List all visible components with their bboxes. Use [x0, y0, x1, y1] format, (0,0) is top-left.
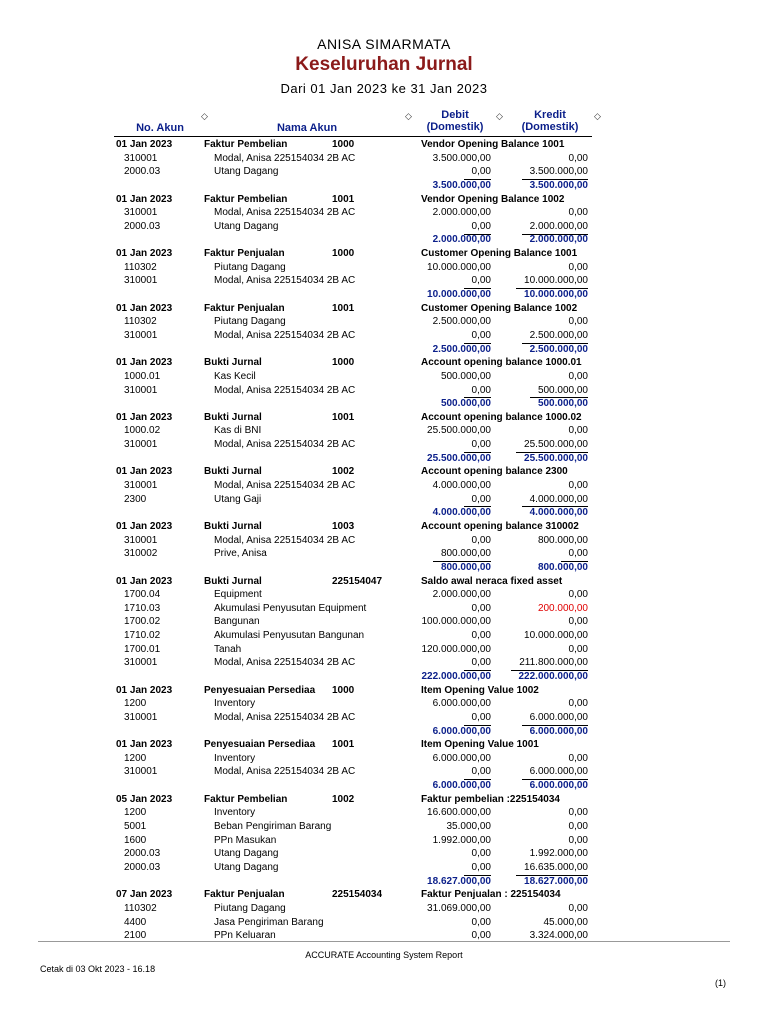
report-period: Dari 01 Jan 2023 ke 31 Jan 2023	[280, 81, 488, 96]
sort-diamond-icon[interactable]: ◇	[405, 111, 412, 121]
entry-type: Bukti Jurnal	[204, 411, 262, 423]
table-row	[0, 493, 768, 507]
entry-number: 1001	[332, 739, 355, 751]
account-name: Equipment	[214, 589, 262, 601]
journal-entry-header[interactable]	[0, 247, 768, 261]
account-code: 1700.02	[124, 616, 161, 628]
entry-type: Faktur Pembelian	[204, 139, 288, 150]
credit-amount: 10.000.000,00	[524, 630, 588, 642]
table-row	[0, 806, 768, 820]
account-code: 310001	[124, 480, 158, 492]
account-code: 1000.02	[124, 425, 161, 437]
entry-type: Bukti Jurnal	[204, 357, 262, 369]
journal-entry-header[interactable]	[0, 138, 768, 152]
account-code: 310001	[124, 766, 158, 778]
entry-date: 01 Jan 2023	[116, 193, 173, 205]
account-name: Utang Dagang	[214, 848, 279, 860]
entry-number: 225154047	[332, 575, 383, 587]
account-name: Modal, Anisa 225154034 2B AC	[214, 152, 356, 164]
credit-amount: 6.000.000,00	[522, 711, 588, 726]
entry-description: Account opening balance 1000.01	[421, 357, 582, 369]
table-row	[0, 629, 768, 643]
report-title: Keseluruhan Jurnal	[295, 54, 473, 75]
entry-number: 1000	[332, 684, 355, 696]
account-code: 310001	[124, 711, 158, 723]
credit-amount: 500.000,00	[530, 384, 588, 399]
entry-number: 1000	[332, 139, 355, 150]
debit-amount: 0,00	[471, 930, 491, 942]
entry-type: Bukti Jurnal	[204, 575, 262, 587]
account-code: 1700.01	[124, 643, 161, 655]
company-name: ANISA SIMARMATA	[317, 36, 451, 52]
account-code: 310001	[124, 275, 158, 287]
account-code: 2000.03	[124, 861, 161, 873]
table-row	[0, 438, 768, 452]
debit-amount: 35.000,00	[446, 821, 491, 833]
entry-date: 01 Jan 2023	[116, 411, 173, 423]
entry-type: Bukti Jurnal	[204, 466, 262, 478]
account-name: Piutang Dagang	[214, 902, 286, 914]
account-name: Jasa Pengiriman Barang	[214, 916, 324, 928]
debit-amount: 2.500.000,00	[432, 316, 491, 328]
footer-system: ACCURATE Accounting System Report	[305, 950, 463, 960]
entry-description: Item Opening Value 1002	[421, 684, 539, 696]
journal-entry-header[interactable]	[0, 520, 768, 534]
column-header-account-no: No. Akun	[136, 122, 184, 134]
credit-amount: 0,00	[568, 261, 588, 273]
debit-amount: 6.000.000,00	[432, 698, 491, 710]
total-credit: 2.500.000,00	[529, 343, 588, 355]
journal-entry-header[interactable]	[0, 411, 768, 425]
journal-entry-header[interactable]	[0, 302, 768, 316]
account-code: 2100	[124, 930, 147, 942]
account-name: Piutang Dagang	[214, 261, 286, 273]
table-row	[0, 274, 768, 288]
debit-amount: 0,00	[471, 848, 491, 860]
debit-amount: 25.500.000,00	[427, 425, 491, 437]
account-code: 1700.04	[124, 589, 161, 601]
entry-total-row	[0, 452, 768, 466]
entry-date: 01 Jan 2023	[116, 302, 173, 314]
entry-number: 225154034	[332, 889, 383, 901]
table-row	[0, 697, 768, 711]
total-credit: 800.000,00	[537, 561, 588, 573]
account-name: Modal, Anisa 225154034 2B AC	[214, 766, 356, 778]
entry-description: Faktur pembelian :225154034	[421, 793, 560, 805]
total-debit: 10.000.000,00	[427, 289, 491, 301]
journal-entry-header[interactable]	[0, 793, 768, 807]
credit-amount: 0,00	[568, 902, 588, 914]
table-row	[0, 384, 768, 398]
account-name: PPn Keluaran	[214, 930, 276, 942]
total-credit: 6.000.000,00	[529, 725, 588, 737]
account-code: 310001	[124, 384, 158, 396]
entry-number: 1001	[332, 302, 355, 314]
entry-number: 1000	[332, 248, 355, 260]
credit-amount: 4.000.000,00	[522, 493, 588, 508]
credit-amount: 10.000.000,00	[516, 274, 588, 289]
total-credit: 2.000.000,00	[529, 234, 588, 246]
entry-type: Faktur Penjualan	[204, 889, 285, 901]
account-name: Inventory	[214, 698, 256, 710]
journal-entry-header[interactable]	[0, 465, 768, 479]
table-row	[0, 711, 768, 725]
credit-amount: 25.500.000,00	[516, 438, 588, 453]
total-credit: 10.000.000,00	[524, 289, 588, 301]
entry-description: Customer Opening Balance 1001	[421, 248, 578, 260]
account-name: Kas di BNI	[214, 425, 262, 437]
entry-total-row	[0, 397, 768, 411]
debit-amount: 0,00	[464, 329, 491, 344]
credit-amount: 3.324.000,00	[529, 930, 588, 942]
total-debit: 18.627.000,00	[427, 875, 491, 887]
total-credit: 3.500.000,00	[529, 179, 588, 191]
entry-date: 01 Jan 2023	[116, 139, 173, 150]
entry-date: 01 Jan 2023	[116, 248, 173, 260]
entry-type: Faktur Pembelian	[204, 193, 288, 205]
total-credit: 4.000.000,00	[529, 507, 588, 519]
debit-amount: 31.069.000,00	[427, 902, 491, 914]
account-code: 110302	[124, 902, 157, 914]
debit-amount: 16.600.000,00	[427, 807, 491, 819]
total-credit: 25.500.000,00	[524, 452, 588, 464]
account-code: 2000.03	[124, 220, 161, 232]
account-name: Utang Gaji	[214, 493, 262, 505]
debit-amount: 0,00	[464, 165, 491, 180]
table-row	[0, 834, 768, 848]
entry-date: 01 Jan 2023	[116, 520, 173, 532]
debit-amount: 0,00	[471, 534, 491, 546]
entry-total-row	[0, 233, 768, 247]
credit-amount: 45.000,00	[543, 916, 588, 928]
journal-table	[0, 138, 768, 943]
account-name: Beban Pengiriman Barang	[214, 821, 332, 833]
entry-description: Item Opening Value 1001	[421, 739, 539, 751]
account-code: 1710.02	[124, 630, 161, 642]
credit-amount: 6.000.000,00	[522, 765, 588, 780]
credit-amount: 0,00	[568, 316, 588, 328]
credit-amount: 3.500.000,00	[522, 165, 588, 180]
entry-date: 01 Jan 2023	[116, 357, 173, 369]
header-divider	[114, 136, 592, 137]
entry-total-row	[0, 288, 768, 302]
journal-entry-header[interactable]	[0, 193, 768, 207]
credit-amount: 0,00	[568, 698, 588, 710]
footer-divider	[38, 941, 730, 942]
entry-number: 1002	[332, 793, 355, 805]
account-name: Modal, Anisa 225154034 2B AC	[214, 275, 356, 287]
entry-date: 07 Jan 2023	[116, 889, 173, 901]
account-name: Modal, Anisa 225154034 2B AC	[214, 480, 356, 492]
sort-diamond-icon[interactable]: ◇	[594, 111, 601, 121]
account-code: 310001	[124, 534, 158, 546]
debit-amount: 0,00	[464, 861, 491, 876]
account-name: PPn Masukan	[214, 834, 277, 846]
total-debit: 2.500.000,00	[432, 343, 491, 355]
total-debit: 6.000.000,00	[432, 725, 491, 737]
debit-amount: 0,00	[464, 220, 491, 235]
account-code: 110302	[124, 261, 157, 273]
total-debit: 222.000.000,00	[421, 670, 491, 682]
debit-amount: 0,00	[464, 438, 491, 453]
entry-type: Penyesuaian Persediaa	[204, 684, 316, 696]
entry-total-row	[0, 179, 768, 193]
credit-header-line2: (Domestik)	[521, 121, 579, 133]
entry-description: Saldo awal neraca fixed asset	[421, 575, 563, 587]
account-code: 310001	[124, 329, 158, 341]
account-name: Kas Kecil	[214, 370, 256, 382]
sort-diamond-icon[interactable]: ◇	[496, 111, 503, 121]
table-row	[0, 152, 768, 166]
table-row	[0, 220, 768, 234]
credit-header-line1: Kredit	[534, 109, 566, 121]
account-code: 2300	[124, 493, 147, 505]
journal-entry-header[interactable]	[0, 738, 768, 752]
entry-type: Faktur Penjualan	[204, 248, 285, 260]
debit-amount: 120.000.000,00	[421, 643, 491, 655]
entry-description: Account opening balance 2300	[421, 466, 568, 478]
journal-entry-header[interactable]	[0, 356, 768, 370]
total-debit: 25.500.000,00	[427, 452, 491, 464]
table-row	[0, 261, 768, 275]
table-row	[0, 370, 768, 384]
credit-amount: 0,00	[568, 643, 588, 655]
credit-amount: 2.000.000,00	[522, 220, 588, 235]
journal-entry-header[interactable]	[0, 888, 768, 902]
credit-amount: 0,00	[568, 807, 588, 819]
debit-amount: 6.000.000,00	[432, 752, 491, 764]
credit-amount: 0,00	[568, 370, 588, 382]
table-row	[0, 847, 768, 861]
entry-description: Customer Opening Balance 1002	[421, 302, 578, 314]
account-code: 110302	[124, 316, 157, 328]
table-row	[0, 916, 768, 930]
account-code: 310002	[124, 548, 158, 560]
account-name: Inventory	[214, 752, 256, 764]
entry-date: 05 Jan 2023	[116, 793, 173, 805]
credit-amount: 800.000,00	[537, 534, 588, 546]
credit-amount: 0,00	[568, 425, 588, 437]
total-debit: 4.000.000,00	[432, 507, 491, 519]
account-name: Modal, Anisa 225154034 2B AC	[214, 384, 356, 396]
account-name: Piutang Dagang	[214, 316, 286, 328]
account-code: 5001	[124, 821, 147, 833]
debit-amount: 0,00	[464, 656, 491, 671]
account-code: 310001	[124, 207, 158, 219]
credit-amount: 0,00	[568, 834, 588, 846]
table-row	[0, 165, 768, 179]
table-row	[0, 547, 768, 561]
account-code: 2000.03	[124, 848, 161, 860]
table-row	[0, 752, 768, 766]
sort-diamond-icon[interactable]: ◇	[201, 111, 208, 121]
table-row	[0, 656, 768, 670]
table-row	[0, 329, 768, 343]
page-number: (1)	[715, 978, 726, 988]
debit-header-line1: Debit	[441, 109, 469, 121]
debit-amount: 0,00	[464, 493, 491, 508]
entry-number: 1002	[332, 466, 355, 478]
table-row	[0, 765, 768, 779]
debit-amount: 2.000.000,00	[432, 207, 491, 219]
total-debit: 800.000,00	[440, 561, 491, 573]
entry-number: 1001	[332, 411, 355, 423]
table-row	[0, 424, 768, 438]
debit-amount: 10.000.000,00	[427, 261, 491, 273]
table-row	[0, 315, 768, 329]
entry-number: 1000	[332, 357, 355, 369]
credit-amount: 0,00	[568, 821, 588, 833]
table-row	[0, 643, 768, 657]
credit-amount: 0,00	[568, 589, 588, 601]
entry-type: Faktur Pembelian	[204, 793, 288, 805]
entry-number: 1003	[332, 520, 355, 532]
debit-amount: 800.000,00	[433, 547, 491, 562]
column-header-debit	[420, 109, 490, 133]
total-credit: 18.627.000,00	[524, 875, 588, 887]
debit-amount: 0,00	[471, 630, 491, 642]
account-code: 310001	[124, 657, 158, 669]
table-row	[0, 615, 768, 629]
account-code: 1710.03	[124, 602, 161, 614]
account-code: 310001	[124, 439, 158, 451]
credit-amount: 0,00	[568, 752, 588, 764]
account-code: 1200	[124, 698, 147, 710]
account-name: Bangunan	[214, 616, 260, 628]
debit-amount: 100.000.000,00	[421, 616, 491, 628]
entry-total-row	[0, 343, 768, 357]
entry-total-row	[0, 779, 768, 793]
entry-total-row	[0, 725, 768, 739]
account-name: Utang Dagang	[214, 861, 279, 873]
entry-description: Faktur Penjualan : 225154034	[421, 889, 561, 901]
account-code: 1600	[124, 834, 147, 846]
debit-amount: 4.000.000,00	[432, 480, 491, 492]
table-row	[0, 902, 768, 916]
account-code: 1200	[124, 807, 147, 819]
entry-date: 01 Jan 2023	[116, 575, 173, 587]
entry-description: Account opening balance 310002	[421, 520, 579, 532]
total-debit: 2.000.000,00	[432, 234, 491, 246]
entry-description: Account opening balance 1000.02	[421, 411, 582, 423]
account-name: Modal, Anisa 225154034 2B AC	[214, 329, 356, 341]
debit-amount: 0,00	[471, 916, 491, 928]
account-name: Modal, Anisa 225154034 2B AC	[214, 657, 356, 669]
column-header-account-name: Nama Akun	[276, 122, 338, 134]
debit-amount: 1.992.000,00	[432, 834, 491, 846]
total-debit: 6.000.000,00	[432, 780, 491, 792]
entry-total-row	[0, 561, 768, 575]
table-row	[0, 588, 768, 602]
total-debit: 3.500.000,00	[432, 179, 491, 191]
account-code: 1200	[124, 752, 147, 764]
account-name: Utang Dagang	[214, 166, 279, 178]
account-code: 4400	[124, 916, 147, 928]
print-timestamp: Cetak di 03 Okt 2023 - 16.18	[40, 964, 156, 974]
account-name: Prive, Anisa	[214, 548, 267, 560]
entry-date: 01 Jan 2023	[116, 739, 173, 751]
credit-amount: 211.800.000,00	[511, 656, 588, 671]
account-name: Modal, Anisa 225154034 2B AC	[214, 711, 356, 723]
account-code: 2000.03	[124, 166, 161, 178]
account-name: Inventory	[214, 807, 256, 819]
account-name: Modal, Anisa 225154034 2B AC	[214, 439, 356, 451]
account-name: Modal, Anisa 225154034 2B AC	[214, 534, 356, 546]
credit-amount: 0,00	[568, 152, 588, 164]
credit-amount: 200.000,00	[537, 602, 588, 614]
debit-amount: 3.500.000,00	[432, 152, 491, 164]
journal-entry-header[interactable]	[0, 575, 768, 589]
total-credit: 6.000.000,00	[529, 780, 588, 792]
table-row	[0, 479, 768, 493]
table-row	[0, 820, 768, 834]
total-credit: 500.000,00	[537, 398, 588, 410]
debit-amount: 2.000.000,00	[432, 589, 491, 601]
debit-amount: 0,00	[464, 274, 491, 289]
entry-type: Faktur Penjualan	[204, 302, 285, 314]
entry-type: Penyesuaian Persediaa	[204, 739, 316, 751]
debit-amount: 0,00	[464, 711, 491, 726]
entry-total-row	[0, 670, 768, 684]
account-code: 1000.01	[124, 370, 161, 382]
account-name: Tanah	[214, 643, 242, 655]
credit-amount: 1.992.000,00	[529, 848, 588, 860]
total-credit: 222.000.000,00	[518, 670, 588, 682]
account-name: Modal, Anisa 225154034 2B AC	[214, 207, 356, 219]
entry-type: Bukti Jurnal	[204, 520, 262, 532]
journal-entry-header[interactable]	[0, 684, 768, 698]
account-name: Utang Dagang	[214, 220, 279, 232]
entry-number: 1001	[332, 193, 355, 205]
credit-amount: 16.635.000,00	[516, 861, 588, 876]
account-code: 310001	[124, 152, 158, 164]
table-row	[0, 534, 768, 548]
entry-date: 01 Jan 2023	[116, 466, 173, 478]
entry-total-row	[0, 506, 768, 520]
table-row	[0, 206, 768, 220]
credit-amount: 2.500.000,00	[522, 329, 588, 344]
credit-amount: 0,00	[561, 547, 588, 562]
total-debit: 500.000,00	[440, 398, 491, 410]
debit-header-line2: (Domestik)	[426, 121, 484, 133]
debit-amount: 0,00	[464, 384, 491, 399]
table-row	[0, 602, 768, 616]
account-name: Akumulasi Penyusutan Bangunan	[214, 630, 365, 642]
entry-description: Vendor Opening Balance 1002	[421, 193, 565, 205]
debit-amount: 0,00	[471, 602, 491, 614]
debit-amount: 500.000,00	[440, 370, 491, 382]
entry-description: Vendor Opening Balance 1001	[421, 139, 565, 150]
column-header-credit	[512, 109, 588, 133]
account-name: Akumulasi Penyusutan Equipment	[214, 602, 367, 614]
entry-total-row	[0, 875, 768, 889]
entry-date: 01 Jan 2023	[116, 684, 173, 696]
credit-amount: 0,00	[568, 480, 588, 492]
table-row	[0, 861, 768, 875]
debit-amount: 0,00	[464, 765, 491, 780]
credit-amount: 0,00	[568, 616, 588, 628]
credit-amount: 0,00	[568, 207, 588, 219]
